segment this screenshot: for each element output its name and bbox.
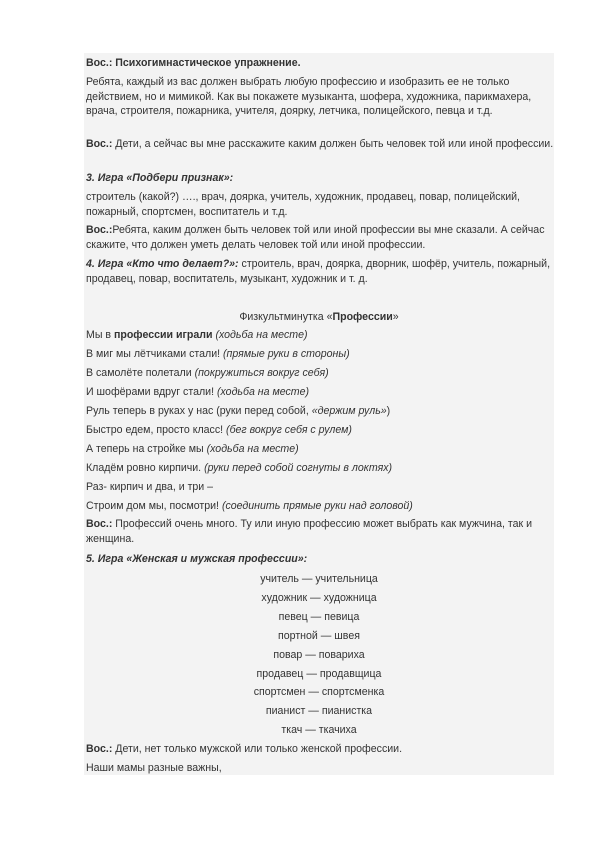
profession-pair: ткач — ткачиха <box>281 724 357 736</box>
game-5-heading: 5. Игра «Женская и мужская профессии»: <box>86 553 308 565</box>
paragraph-game-3-list: строитель (какой?) …., врач, доярка, учитель, художник, продавец, повар, полицейский, пожарный, спортсмен, воспитатель и т.д. <box>86 191 520 218</box>
profession-pair: повар — повариха <box>273 649 365 661</box>
poem-line: В миг мы лётчиками стали! (прямые руки в стороны) <box>86 348 350 360</box>
profession-pair: учитель — учительница <box>260 573 378 585</box>
poem-line: А теперь на стройке мы (ходьба на месте) <box>86 443 299 455</box>
paragraph-teacher-prompt <box>86 223 554 252</box>
poem-line: Строим дом мы, посмотри! (соединить прямые руки над головой) <box>86 500 413 512</box>
speaker-label: Вос.: <box>86 743 113 755</box>
document-page <box>84 53 554 775</box>
speaker-label: Вос.: <box>86 138 113 150</box>
profession-pair: художник — художница <box>261 592 377 604</box>
paragraph-professions-note <box>86 517 554 546</box>
paragraph-text: Дети, а сейчас вы мне расскажите каким должен быть человек той или иной профессии. <box>112 138 554 150</box>
profession-pair: пианист — пианистка <box>265 705 373 717</box>
fizkultminutka-heading: Физкультминутка «Профессии» <box>239 311 399 323</box>
poem-line: Раз- кирпич и два, и три – <box>86 481 214 493</box>
speaker-label: Вос.: <box>86 518 113 530</box>
speaker-label: Вос.: <box>86 57 113 69</box>
poem-line: Мы в профессии играли (ходьба на месте) <box>86 329 308 341</box>
game-4-heading: 4. Игра «Кто что делает?»: <box>86 258 239 270</box>
paragraph-text: Профессий очень много. Ту или иную профессию может выбрать как мужчина, так и женщина. <box>86 518 533 545</box>
profession-pair: продавец — продавщица <box>256 668 382 680</box>
paragraph-text: Ребята, каким должен быть человек той или иной профессии вы мне сказали. А сейчас скажите, что должен уметь делать человек той или иной профессии. <box>86 224 545 251</box>
poem-line: Быстро едем, просто класс! (бег вокруг себя с рулем) <box>86 424 352 436</box>
profession-pair: певец — певица <box>278 611 360 623</box>
exercise-title: Психогимнастическое упражнение. <box>112 57 301 69</box>
game-4-list: строитель, врач, доярка, дворник, шофёр, учитель, пожарный, продавец, повар, воспитатель, музыкант, художник и т. д. <box>86 258 551 285</box>
poem-line: Кладём ровно кирпичи. (руки перед собой согнуты в локтях) <box>86 462 393 474</box>
speaker-label: Вос.: <box>86 224 113 236</box>
game-3-heading: 3. Игра «Подбери признак»: <box>86 172 234 184</box>
poem-line: Руль теперь в руках у нас (руки перед собой, «держим руль») <box>86 405 391 417</box>
paragraph-teacher-question <box>86 137 554 152</box>
paragraph-exercise-title <box>86 56 554 70</box>
paragraph-text: Дети, нет только мужской или только женской профессии. <box>112 743 403 755</box>
poem-line: В самолёте полетали (покружиться вокруг себя) <box>86 367 329 379</box>
poem-line: И шофёрами вдруг стали! (ходьба на месте) <box>86 386 310 398</box>
paragraph-conclusion <box>86 742 554 756</box>
paragraph-game-4 <box>86 257 554 286</box>
poem-start-line: Наши мамы разные важны, <box>86 762 222 774</box>
profession-pair: спортсмен — спортсменка <box>253 686 385 698</box>
profession-pair: портной — швея <box>278 630 360 642</box>
paragraph-instructions: Ребята, каждый из вас должен выбрать любую профессию и изобразить ее не только действием, но и мимикой. Как вы покажете музыканта, шофера, художника, парикмахера, врача, строителя, пожарника, учителя, доярку, летчика, полицейского, певца и т.д. <box>86 76 532 118</box>
fizkultminutka-title: Профессии <box>332 311 393 323</box>
